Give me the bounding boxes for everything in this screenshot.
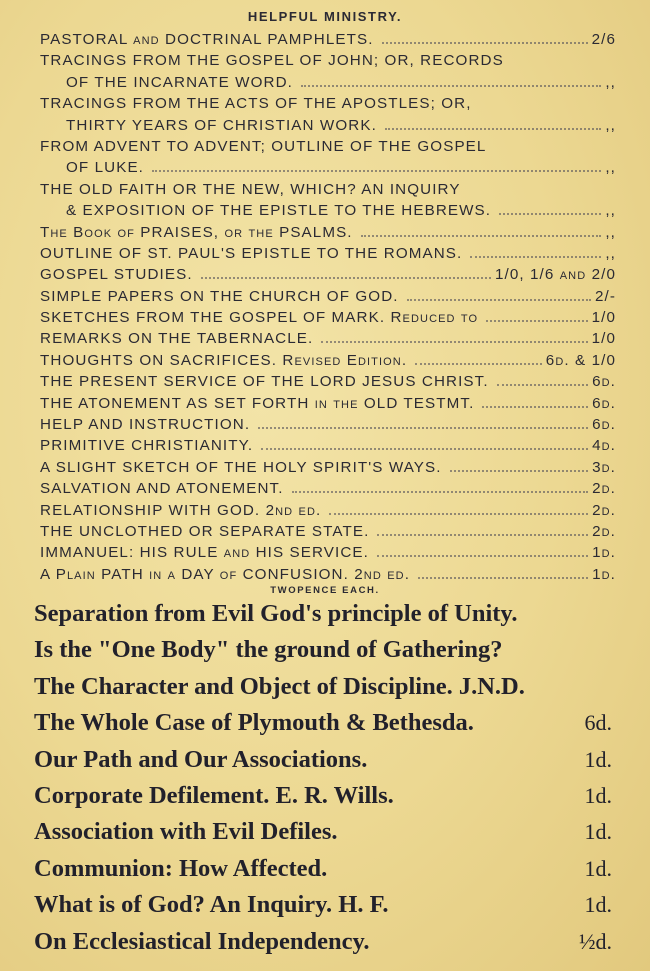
dot-leader	[329, 513, 588, 515]
tract-title: What is of God? An Inquiry. H. F.	[34, 891, 389, 919]
tract-price: ½d.	[579, 928, 612, 954]
tract-price: 1d.	[584, 782, 612, 808]
item-title: TRACINGS FROM THE GOSPEL OF JOHN; OR, RECORDS	[40, 52, 504, 70]
item-title: SKETCHES FROM THE GOSPEL OF MARK. Reduced to	[40, 309, 479, 327]
section-subheading: TWOPENCE EACH.	[270, 585, 380, 596]
dot-leader	[361, 235, 602, 237]
item-title: OF THE INCARNATE WORD.	[66, 73, 293, 91]
dot-leader	[292, 491, 589, 493]
list-item	[40, 74, 616, 95]
item-title: IMMANUEL: HIS RULE and HIS SERVICE.	[40, 544, 369, 562]
list-item	[40, 159, 616, 180]
item-price: 6d.	[592, 416, 616, 434]
tract-title: Separation from Evil God's principle of Unity.	[34, 600, 518, 627]
list-item	[40, 245, 616, 266]
tract-title: Corporate Defilement. E. R. Wills.	[34, 781, 394, 809]
item-price: 2d.	[592, 501, 616, 519]
item-title: THIRTY YEARS OF CHRISTIAN WORK.	[66, 116, 377, 134]
dot-leader	[470, 256, 601, 258]
list-item	[40, 95, 616, 116]
tract-title: Communion: How Affected.	[34, 854, 328, 882]
item-price: 1/0, 1/6 and 2/0	[494, 266, 616, 284]
tract-item	[34, 782, 612, 818]
dot-leader	[418, 577, 588, 579]
dot-leader	[482, 406, 588, 408]
tract-item	[34, 746, 612, 782]
dot-leader	[486, 320, 587, 322]
item-price: ,,	[605, 159, 616, 177]
list-item	[40, 181, 616, 202]
dot-leader	[377, 534, 588, 536]
page-heading: HELPFUL MINISTRY.	[247, 9, 403, 24]
list-item	[40, 202, 616, 223]
item-price: 1d.	[592, 565, 616, 583]
list-item	[40, 544, 616, 565]
item-price: 6d. & 1/0	[545, 351, 616, 369]
list-item	[40, 416, 616, 437]
dot-leader	[385, 128, 601, 130]
tract-item	[34, 600, 612, 636]
item-title: OF LUKE.	[66, 159, 145, 177]
item-title: & EXPOSITION OF THE EPISTLE TO THE HEBREWS.	[66, 202, 492, 220]
tract-price: 6d.	[584, 710, 612, 736]
item-price: 1/0	[591, 330, 616, 348]
item-title: THOUGHTS ON SACRIFICES. Revised Edition.	[40, 351, 408, 369]
tract-item	[34, 709, 612, 745]
list-item	[40, 266, 616, 287]
dot-leader	[415, 363, 542, 365]
item-title: HELP AND INSTRUCTION.	[40, 416, 251, 434]
list-item	[40, 437, 616, 458]
tract-title: Association with Evil Defiles.	[34, 818, 338, 846]
list-item	[40, 330, 616, 351]
list-item	[40, 566, 616, 587]
tract-price: 1d.	[584, 746, 612, 772]
tract-title: Is the "One Body" the ground of Gathering?	[34, 636, 503, 664]
item-title: OUTLINE OF ST. PAUL'S EPISTLE TO THE ROMANS.	[40, 244, 463, 262]
item-price: ,,	[605, 223, 616, 241]
item-title: THE OLD FAITH OR THE NEW, WHICH? AN INQUIRY	[40, 180, 461, 198]
list-item	[40, 373, 616, 394]
tract-price: 1d.	[584, 819, 612, 845]
dot-leader	[377, 555, 588, 557]
dot-leader	[499, 213, 601, 215]
tract-item	[34, 673, 612, 709]
item-title: SIMPLE PAPERS ON THE CHURCH OF GOD.	[40, 287, 399, 305]
tract-item	[34, 891, 612, 927]
item-price: ,,	[605, 244, 616, 262]
item-title: RELATIONSHIP WITH GOD. 2nd ed.	[40, 501, 322, 519]
list-item	[40, 31, 616, 52]
item-price: 6d.	[592, 373, 616, 391]
tract-item	[34, 855, 612, 891]
list-item	[40, 52, 616, 73]
list-item	[40, 523, 616, 544]
item-title: PASTORAL and DOCTRINAL PAMPHLETS.	[40, 31, 374, 48]
tract-title: On Ecclesiastical Independency.	[34, 927, 370, 955]
list-item	[40, 480, 616, 501]
list-item	[40, 309, 616, 330]
list-item	[40, 138, 616, 159]
dot-leader	[382, 42, 588, 44]
item-price: 2/6	[591, 31, 616, 48]
dot-leader	[261, 448, 588, 450]
item-price: 1/0	[591, 309, 616, 327]
tract-title: The Whole Case of Plymouth & Bethesda.	[34, 709, 474, 737]
item-price: 2d.	[592, 480, 616, 498]
item-price: 6d.	[592, 394, 616, 412]
item-price: ,,	[605, 116, 616, 134]
dot-leader	[152, 170, 601, 172]
tract-title: Our Path and Our Associations.	[34, 745, 368, 773]
item-title: THE ATONEMENT AS SET FORTH in the OLD TESTMT.	[40, 394, 475, 412]
item-title: FROM ADVENT TO ADVENT; OUTLINE OF THE GOSPEL	[40, 137, 487, 155]
item-price: 2/-	[594, 287, 616, 305]
dot-leader	[450, 470, 588, 472]
tract-item	[34, 636, 612, 672]
item-price: 2d.	[592, 522, 616, 540]
list-item	[40, 395, 616, 416]
item-price: 4d.	[592, 437, 616, 455]
list-item	[40, 352, 616, 373]
tract-price: 1d.	[584, 892, 612, 918]
item-title: A SLIGHT SKETCH OF THE HOLY SPIRIT'S WAYS.	[40, 458, 442, 476]
list-item	[40, 502, 616, 523]
dot-leader	[258, 427, 588, 429]
item-title: THE UNCLOTHED OR SEPARATE STATE.	[40, 522, 370, 540]
item-title: PRIMITIVE CHRISTIANITY.	[40, 437, 254, 455]
item-price: ,,	[605, 73, 616, 91]
dot-leader	[497, 384, 588, 386]
item-title: SALVATION AND ATONEMENT.	[40, 480, 284, 498]
dot-leader	[201, 277, 491, 279]
list-item	[40, 117, 616, 138]
dot-leader	[407, 299, 591, 301]
dot-leader	[301, 85, 601, 87]
list-item	[40, 288, 616, 309]
item-title: A Plain PATH in a DAY of CONFUSION. 2nd ed.	[40, 565, 411, 583]
tract-item	[34, 818, 612, 854]
list-item	[40, 459, 616, 480]
item-price: 1d.	[592, 544, 616, 562]
item-price: 3d.	[592, 458, 616, 476]
dot-leader	[321, 341, 587, 343]
tract-item	[34, 928, 612, 964]
item-title: THE PRESENT SERVICE OF THE LORD JESUS CHRIST.	[40, 373, 489, 391]
publication-list	[40, 31, 616, 587]
item-title: REMARKS ON THE TABERNACLE.	[40, 330, 314, 348]
item-price: ,,	[605, 202, 616, 220]
item-title: TRACINGS FROM THE ACTS OF THE APOSTLES; OR,	[40, 95, 472, 113]
tract-list	[34, 600, 612, 964]
tract-title: The Character and Object of Discipline. J.N.D.	[34, 672, 525, 700]
item-title: The Book of PRAISES, or the PSALMS.	[40, 223, 353, 241]
tract-price: 1d.	[584, 855, 612, 881]
list-item	[40, 224, 616, 245]
item-title: GOSPEL STUDIES.	[40, 266, 193, 284]
